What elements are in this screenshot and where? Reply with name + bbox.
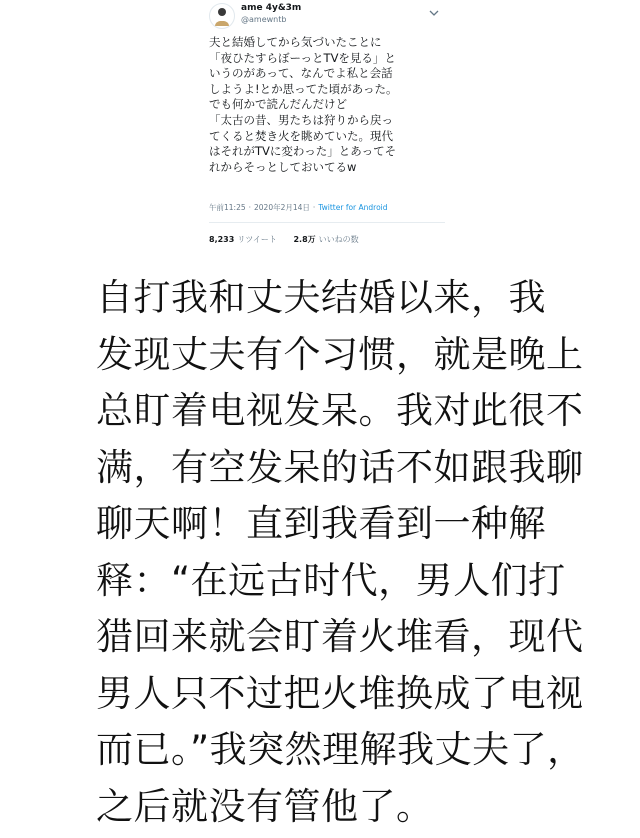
tweet-text-line: 夫と結婚してから気づいたことに [209, 35, 382, 49]
like-count: 2.8万 [293, 235, 316, 244]
translation-line: 之后就没有管他了。 [96, 784, 434, 828]
tweet-text-line: はそれがTVに変わった」とあってそ [209, 144, 397, 159]
translation-line: 猎回来就会盯着火堆看，现代 [96, 615, 584, 658]
translation-text [96, 270, 616, 835]
tweet-text [209, 35, 445, 175]
tweet-stats [209, 234, 359, 245]
tweet-text-line: 「太古の昔、男たちは狩りから戻っ [209, 112, 393, 127]
like-label: いいねの数 [318, 235, 359, 244]
display-name[interactable]: ame 4y&3m [241, 3, 302, 13]
profile-avatar-icon[interactable] [209, 3, 235, 29]
tweet-client-link[interactable]: Twitter for Android [318, 203, 388, 212]
translation-line: 聊天啊！直到我看到一种解 [96, 502, 546, 545]
tweet-text-line: てくると焚き火を眺めていた。現代 [209, 128, 393, 143]
retweet-label: リツイート [237, 235, 277, 244]
meta-separator: · [248, 203, 252, 212]
tweet-text-line: いうのがあって、なんでよ私と会話 [209, 66, 393, 81]
chevron-down-icon[interactable] [429, 2, 439, 10]
translation-line: 自打我和丈夫结婚以来，我 [96, 276, 546, 319]
translation-line: 释：“在远古时代，男人们打 [96, 558, 566, 602]
tweet-timestamp [209, 203, 388, 213]
tweet-text-line: でも何かで読んだんだけど [209, 97, 347, 112]
tweet-text-line: 「夜ひたすらぼーっとTVを見る」と [209, 50, 396, 65]
tweet-card [205, 0, 445, 262]
translation-line: 男人只不过把火堆换成了电视 [96, 671, 584, 715]
tweet-text-line: れからそっとしておいてるw [209, 159, 357, 174]
translation-line: 总盯着电视发呆。我对此很不 [96, 389, 584, 432]
retweet-count: 8,233 [209, 235, 235, 244]
translation-line: 发现丈夫有个习惯，就是晚上 [96, 332, 584, 376]
translation-line: 满，有空发呆的话不如跟我聊 [96, 445, 584, 489]
tweet-date[interactable]: 2020年2月14日 [254, 203, 310, 212]
like-stat[interactable] [293, 235, 358, 244]
user-handle[interactable]: @amewntb [241, 15, 287, 24]
translation-line: 而已。”我突然理解我丈夫了， [96, 728, 585, 771]
tweet-time[interactable]: 午前11:25 [209, 203, 246, 212]
tweet-text-line: しようよ!とか思ってた頃があった。 [209, 81, 398, 96]
retweet-stat[interactable] [209, 235, 277, 244]
meta-separator: · [312, 203, 316, 212]
divider [209, 222, 445, 223]
